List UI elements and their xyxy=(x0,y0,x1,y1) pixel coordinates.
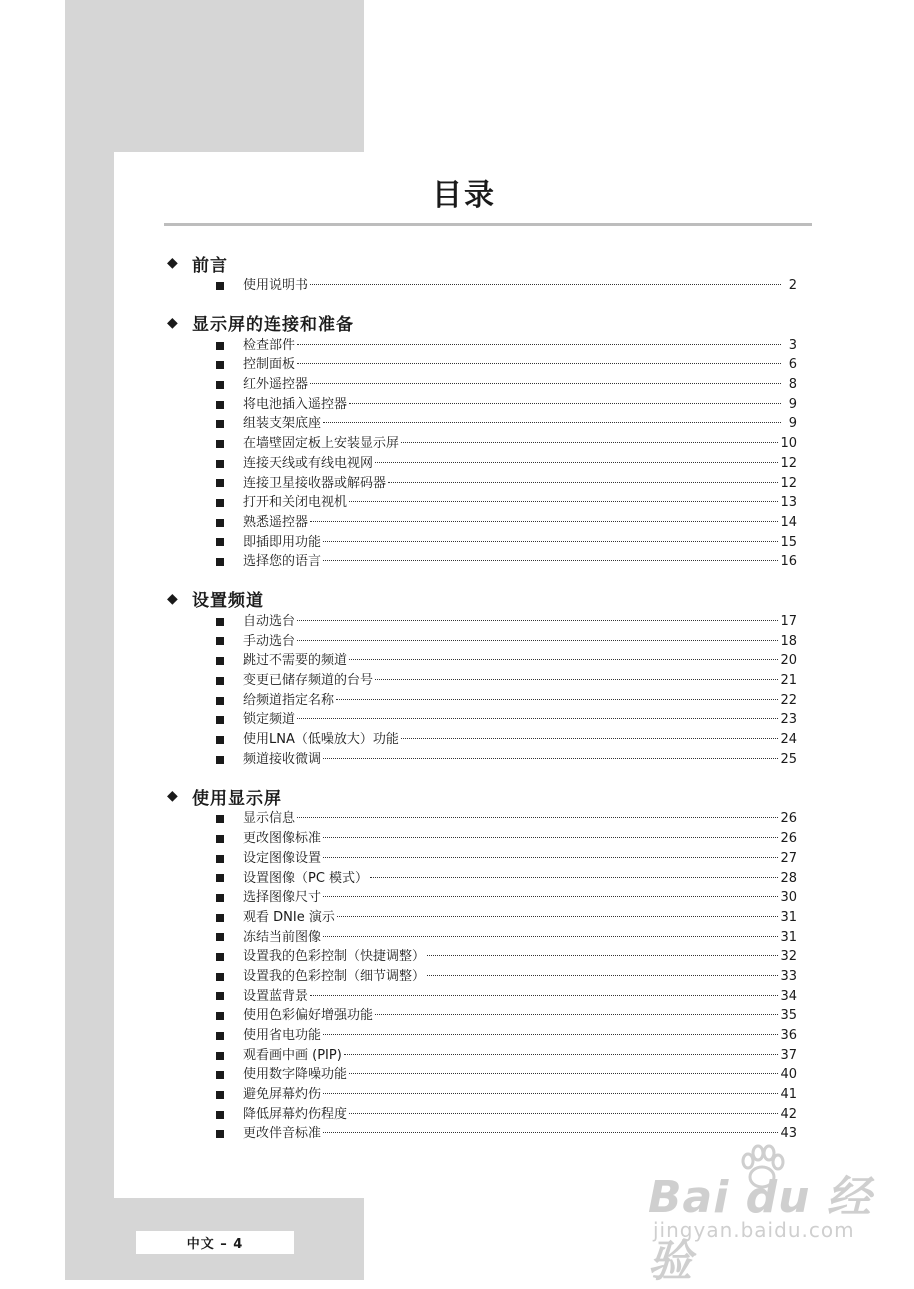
dot-leader xyxy=(323,837,778,838)
toc-entry-label: 降低屏幕灼伤程度 xyxy=(243,1106,348,1122)
toc-entry[interactable] xyxy=(167,849,797,869)
toc-section xyxy=(167,783,797,1144)
toc-entry[interactable] xyxy=(167,967,797,987)
toc-entry[interactable] xyxy=(167,336,797,356)
toc-entry[interactable] xyxy=(167,1124,797,1144)
toc-entry[interactable] xyxy=(167,552,797,572)
dot-leader xyxy=(375,679,778,680)
toc-entry-page: 18 xyxy=(780,633,797,649)
dot-leader xyxy=(349,1073,778,1074)
toc-entry-page: 37 xyxy=(780,1047,797,1063)
toc-entry-page: 32 xyxy=(780,949,797,965)
dot-leader xyxy=(349,659,778,660)
table-of-contents xyxy=(167,250,797,1158)
title-divider xyxy=(164,223,812,226)
toc-entry[interactable] xyxy=(167,612,797,632)
diamond-bullet-icon: ◆ xyxy=(167,255,178,271)
page-title: 目录 xyxy=(432,178,496,213)
dot-leader xyxy=(375,1014,778,1015)
toc-entry[interactable] xyxy=(167,1046,797,1066)
square-bullet-icon xyxy=(216,1111,224,1119)
toc-entry-page: 31 xyxy=(780,929,797,945)
toc-entry-label: 熟悉遥控器 xyxy=(243,514,309,530)
square-bullet-icon xyxy=(216,953,224,961)
square-bullet-icon xyxy=(216,815,224,823)
toc-entry-label: 组装支架底座 xyxy=(243,416,322,432)
square-bullet-icon xyxy=(216,499,224,507)
toc-entry-page: 12 xyxy=(780,455,797,471)
square-bullet-icon xyxy=(216,1130,224,1138)
toc-entry[interactable] xyxy=(167,987,797,1007)
toc-entry[interactable] xyxy=(167,947,797,967)
toc-entry-label: 即插即用功能 xyxy=(243,534,322,550)
toc-entry[interactable] xyxy=(167,474,797,494)
toc-entry-label: 设置我的色彩控制（快捷调整） xyxy=(243,949,426,965)
square-bullet-icon xyxy=(216,342,224,350)
toc-entry-label: 频道接收微调 xyxy=(243,751,322,767)
toc-entry-label: 手动选台 xyxy=(243,633,296,649)
toc-entry[interactable] xyxy=(167,414,797,434)
toc-entry-label: 设置蓝背景 xyxy=(243,988,309,1004)
toc-entry-label: 避免屏幕灼伤 xyxy=(243,1087,322,1103)
square-bullet-icon xyxy=(216,381,224,389)
toc-entry-page: 25 xyxy=(780,751,797,767)
toc-entry-page: 30 xyxy=(780,890,797,906)
dot-leader xyxy=(323,857,778,858)
square-bullet-icon xyxy=(216,697,224,705)
toc-entry-page: 23 xyxy=(780,712,797,728)
square-bullet-icon xyxy=(216,637,224,645)
square-bullet-icon xyxy=(216,736,224,744)
dot-leader xyxy=(310,995,778,996)
diamond-bullet-icon: ◆ xyxy=(167,788,178,805)
toc-entry-label: 使用数字降噪功能 xyxy=(243,1067,348,1083)
square-bullet-icon xyxy=(216,756,224,764)
toc-entry-label: 在墙壁固定板上安装显示屏 xyxy=(243,436,400,452)
toc-section xyxy=(167,310,797,572)
toc-entry-page: 9 xyxy=(788,396,797,412)
toc-entry-label: 自动选台 xyxy=(243,613,296,629)
toc-entry-label: 锁定频道 xyxy=(243,712,296,728)
toc-entry-list xyxy=(167,809,797,1144)
dot-leader xyxy=(344,1054,779,1055)
toc-entry-list xyxy=(167,612,797,770)
toc-entry-page: 3 xyxy=(788,337,797,353)
margin-band-top xyxy=(65,0,364,152)
toc-entry-label: 设定图像设置 xyxy=(243,850,322,866)
toc-section-title: 前言 xyxy=(192,255,228,276)
dot-leader xyxy=(349,501,778,502)
dot-leader xyxy=(297,620,778,621)
dot-leader xyxy=(375,462,778,463)
toc-entry-page: 14 xyxy=(780,514,797,530)
toc-entry-page: 12 xyxy=(780,475,797,491)
dot-leader xyxy=(427,975,778,976)
square-bullet-icon xyxy=(216,1012,224,1020)
dot-leader xyxy=(337,916,779,917)
dot-leader xyxy=(323,422,781,423)
square-bullet-icon xyxy=(216,558,224,566)
toc-entry-page: 2 xyxy=(788,278,797,293)
toc-entry-page: 10 xyxy=(780,436,797,452)
toc-entry[interactable] xyxy=(167,829,797,849)
toc-entry-page: 40 xyxy=(780,1067,797,1083)
dot-leader xyxy=(349,403,781,404)
toc-entry-page: 43 xyxy=(780,1126,797,1142)
dot-leader xyxy=(323,560,778,561)
toc-entry[interactable] xyxy=(167,434,797,454)
toc-entry[interactable] xyxy=(167,454,797,474)
toc-entry[interactable] xyxy=(167,888,797,908)
dot-leader xyxy=(388,482,778,483)
toc-section-header xyxy=(167,250,797,276)
toc-entry-page: 13 xyxy=(780,495,797,511)
toc-entry[interactable] xyxy=(167,1085,797,1105)
toc-entry-page: 6 xyxy=(788,357,797,373)
square-bullet-icon xyxy=(216,401,224,409)
toc-entry-page: 21 xyxy=(780,673,797,688)
square-bullet-icon xyxy=(216,420,224,428)
toc-entry[interactable] xyxy=(167,928,797,948)
watermark-logo-text: Bai du 经验 xyxy=(648,1172,872,1287)
square-bullet-icon xyxy=(216,361,224,369)
dot-leader xyxy=(323,936,778,937)
square-bullet-icon xyxy=(216,835,224,843)
dot-leader xyxy=(323,896,778,897)
dot-leader xyxy=(323,1132,778,1133)
square-bullet-icon xyxy=(216,933,224,941)
toc-entry-label: 选择图像尺寸 xyxy=(243,890,322,906)
toc-entry-page: 42 xyxy=(780,1106,797,1122)
square-bullet-icon xyxy=(216,460,224,468)
toc-entry-label: 显示信息 xyxy=(243,811,296,827)
dot-leader xyxy=(323,1093,778,1094)
toc-entry-page: 22 xyxy=(780,692,797,708)
dot-leader xyxy=(297,344,781,345)
diamond-bullet-icon: ◆ xyxy=(167,590,178,607)
toc-entry[interactable] xyxy=(167,533,797,553)
toc-entry-label: 变更已储存频道的台号 xyxy=(243,673,374,688)
toc-entry-label: 给频道指定名称 xyxy=(243,692,335,708)
toc-entry[interactable] xyxy=(167,276,797,296)
toc-entry-page: 36 xyxy=(780,1028,797,1043)
toc-section-header xyxy=(167,783,797,809)
toc-entry-page: 24 xyxy=(780,732,797,748)
square-bullet-icon xyxy=(216,874,224,882)
toc-entry-label: 设置图像（PC 模式） xyxy=(243,870,369,886)
toc-entry[interactable] xyxy=(167,710,797,730)
toc-section-header xyxy=(167,310,797,336)
square-bullet-icon xyxy=(216,440,224,448)
diamond-bullet-icon: ◆ xyxy=(167,314,178,331)
dot-leader xyxy=(297,817,778,818)
toc-entry-page: 20 xyxy=(780,653,797,669)
dot-leader xyxy=(370,877,778,878)
dot-leader xyxy=(297,640,778,641)
toc-entry-label: 冻结当前图像 xyxy=(243,929,322,945)
square-bullet-icon xyxy=(216,914,224,922)
square-bullet-icon xyxy=(216,677,224,685)
square-bullet-icon xyxy=(216,716,224,724)
toc-entry-label: 控制面板 xyxy=(243,357,296,373)
dot-leader xyxy=(297,363,781,364)
toc-entry-label: 红外遥控器 xyxy=(243,377,309,393)
square-bullet-icon xyxy=(216,657,224,665)
toc-entry-page: 15 xyxy=(780,534,797,550)
toc-entry-label: 使用说明书 xyxy=(243,278,309,293)
dot-leader xyxy=(349,1113,778,1114)
toc-entry[interactable] xyxy=(167,730,797,750)
toc-entry-label: 使用省电功能 xyxy=(243,1028,322,1043)
toc-section xyxy=(167,586,797,770)
toc-entry-label: 选择您的语言 xyxy=(243,554,322,570)
toc-entry-page: 8 xyxy=(788,377,797,393)
square-bullet-icon xyxy=(216,1091,224,1099)
toc-entry[interactable] xyxy=(167,513,797,533)
toc-section-title: 使用显示屏 xyxy=(192,788,282,809)
square-bullet-icon xyxy=(216,894,224,902)
toc-section-title: 设置频道 xyxy=(192,591,264,612)
watermark xyxy=(648,1143,878,1287)
dot-leader xyxy=(323,758,778,759)
toc-entry-label: 更改图像标准 xyxy=(243,831,322,847)
toc-entry-page: 26 xyxy=(780,811,797,827)
toc-entry[interactable] xyxy=(167,375,797,395)
toc-entry-label: 观看 DNIe 演示 xyxy=(243,909,335,925)
square-bullet-icon xyxy=(216,479,224,487)
toc-entry-label: 检查部件 xyxy=(243,337,296,353)
toc-entry-label: 跳过不需要的频道 xyxy=(243,653,348,669)
toc-entry-page: 17 xyxy=(780,613,797,629)
square-bullet-icon xyxy=(216,519,224,527)
square-bullet-icon xyxy=(216,1071,224,1079)
dot-leader xyxy=(297,718,778,719)
margin-band-left xyxy=(65,152,114,1280)
toc-entry[interactable] xyxy=(167,809,797,829)
toc-entry-list xyxy=(167,276,797,296)
dot-leader xyxy=(401,442,778,443)
toc-section-title: 显示屏的连接和准备 xyxy=(192,315,354,336)
square-bullet-icon xyxy=(216,992,224,1000)
square-bullet-icon xyxy=(216,1052,224,1060)
toc-entry-label: 观看画中画 (PIP) xyxy=(243,1047,342,1063)
toc-entry[interactable] xyxy=(167,493,797,513)
toc-entry[interactable] xyxy=(167,651,797,671)
toc-entry-label: 更改伴音标准 xyxy=(243,1126,322,1142)
toc-section-header xyxy=(167,586,797,612)
dot-leader xyxy=(427,955,778,956)
toc-entry-page: 41 xyxy=(780,1087,797,1103)
toc-entry-page: 27 xyxy=(780,850,797,866)
toc-entry-page: 16 xyxy=(780,554,797,570)
toc-entry[interactable] xyxy=(167,1065,797,1085)
square-bullet-icon xyxy=(216,538,224,546)
square-bullet-icon xyxy=(216,1032,224,1040)
toc-entry[interactable] xyxy=(167,1006,797,1026)
toc-entry-page: 33 xyxy=(780,968,797,984)
toc-section xyxy=(167,250,797,296)
toc-entry[interactable] xyxy=(167,750,797,770)
toc-entry[interactable] xyxy=(167,908,797,928)
dot-leader xyxy=(310,284,781,285)
square-bullet-icon xyxy=(216,618,224,626)
toc-entry-label: 打开和关闭电视机 xyxy=(243,495,348,511)
page-number-label: 中文 – 4 xyxy=(136,1231,294,1254)
toc-entry[interactable] xyxy=(167,1105,797,1125)
toc-entry-list xyxy=(167,336,797,572)
toc-entry-label: 使用LNA（低噪放大）功能 xyxy=(243,732,399,748)
toc-entry-page: 31 xyxy=(780,909,797,925)
toc-entry[interactable] xyxy=(167,691,797,711)
dot-leader xyxy=(323,1034,778,1035)
dot-leader xyxy=(310,521,778,522)
toc-entry[interactable] xyxy=(167,395,797,415)
toc-entry-label: 将电池插入遥控器 xyxy=(243,396,348,412)
toc-entry-label: 使用色彩偏好增强功能 xyxy=(243,1008,374,1024)
toc-entry-label: 连接卫星接收器或解码器 xyxy=(243,475,387,491)
toc-entry-page: 28 xyxy=(780,870,797,886)
dot-leader xyxy=(310,383,781,384)
toc-entry[interactable] xyxy=(167,355,797,375)
dot-leader xyxy=(336,699,778,700)
toc-entry-page: 9 xyxy=(788,416,797,432)
toc-entry[interactable] xyxy=(167,632,797,652)
watermark-url: jingyan.baidu.com xyxy=(653,1218,855,1242)
square-bullet-icon xyxy=(216,282,224,290)
toc-entry-label: 连接天线或有线电视网 xyxy=(243,455,374,471)
dot-leader xyxy=(401,738,779,739)
toc-entry[interactable] xyxy=(167,869,797,889)
toc-entry-page: 35 xyxy=(780,1008,797,1024)
toc-entry-page: 26 xyxy=(780,831,797,847)
toc-entry-page: 34 xyxy=(780,988,797,1004)
toc-entry-label: 设置我的色彩控制（细节调整） xyxy=(243,968,426,984)
dot-leader xyxy=(323,541,778,542)
toc-entry[interactable] xyxy=(167,671,797,691)
square-bullet-icon xyxy=(216,973,224,981)
toc-entry[interactable] xyxy=(167,1026,797,1046)
square-bullet-icon xyxy=(216,855,224,863)
